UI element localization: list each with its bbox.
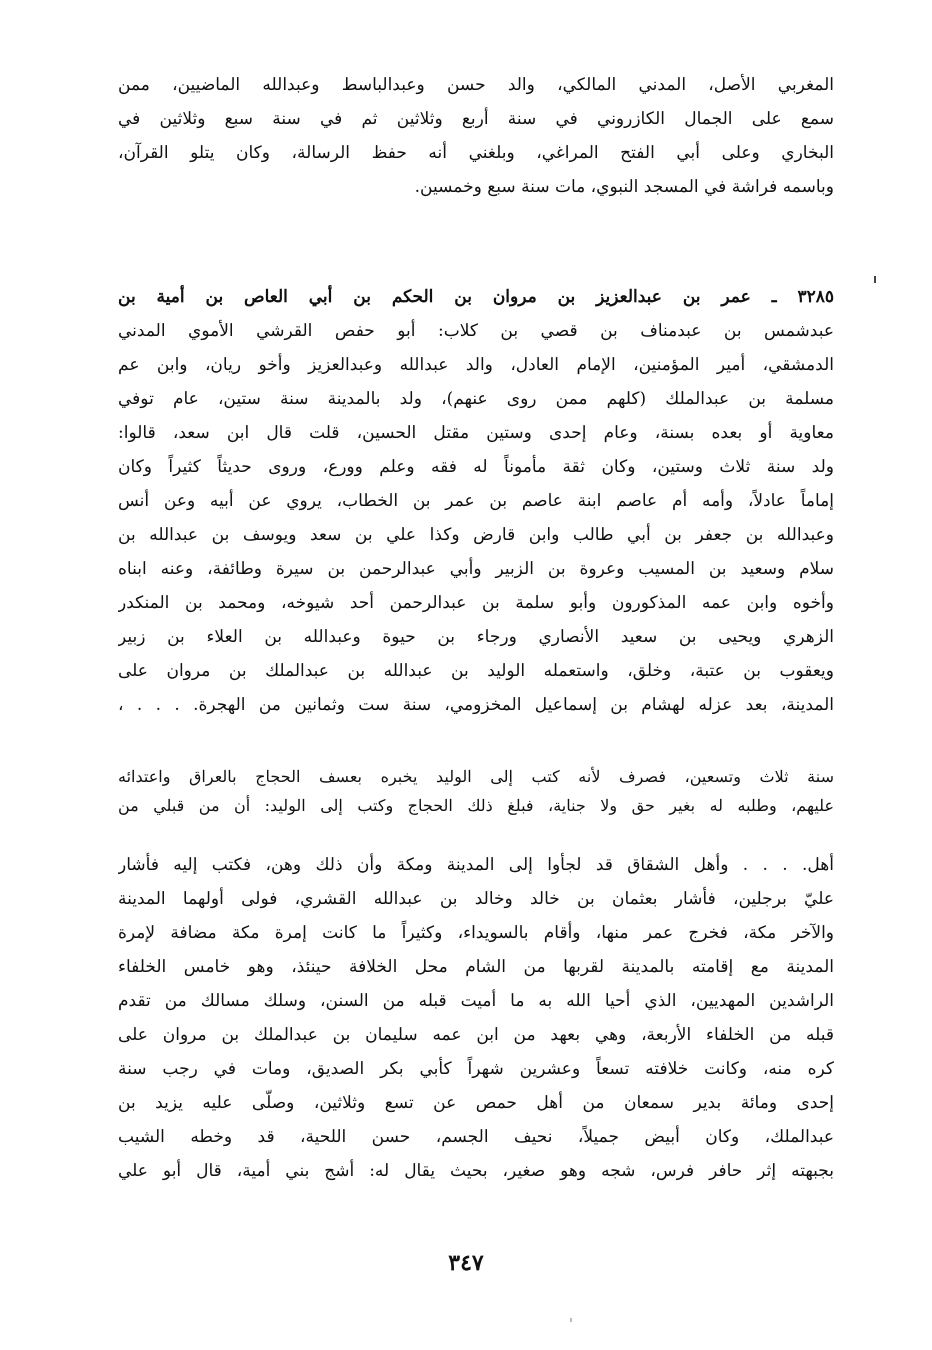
text-line: وباسمه فراشة في المسجد النبوي، مات سنة سبع وخمسين. bbox=[414, 177, 834, 197]
text-line: والآخر مكة، فخرج عمر منها، وأقام بالسويداء، وكثيراً ما كانت إمرة مكة مضافة لإمرة bbox=[118, 923, 834, 943]
scan-speck bbox=[570, 1318, 572, 1322]
text-line: وعبدالله بن جعفر بن أبي طالب وابن قارض وكذا علي بن سعد ويوسف بن عبدالله بن bbox=[118, 525, 834, 545]
paragraph-continued-entry bbox=[118, 68, 834, 204]
text-line: إماماً عادلاً، وأمه أم عاصم ابنة عاصم بن عمر بن الخطاب، يروي عن أبيه وعن أنس bbox=[118, 491, 834, 511]
text-line: عليهم، وطلبه له بغير حق ولا جناية، فبلغ ذلك الحجاج وكتب إلى الوليد: أن من قبلي من bbox=[118, 796, 834, 815]
text-line: البخاري وعلى أبي الفتح المراغي، وبلغني أنه حفظ الرسالة، وكان يتلو القرآن، bbox=[118, 143, 834, 163]
entry-heading-line: ٣٢٨٥ ـ عمر بن عبدالعزيز بن مروان بن الحكم بن أبي العاص بن أمية بن bbox=[118, 287, 834, 307]
text-line: ولد سنة ثلاث وستين، وكان ثقة مأموناً له فقه وعلم وورع، وروى حديثاً كثيراً وكان bbox=[118, 457, 834, 477]
text-line: مسلمة بن عبدالملك (كلهم ممن روى عنهم)، ولد بالمدينة سنة ستين، عام توفي bbox=[118, 389, 834, 409]
text-line: الراشدين المهديين، الذي أحيا الله به ما أميت قبله من السنن، وسلك مسالك من تقدم bbox=[118, 991, 834, 1011]
text-line: الدمشقي، أمير المؤمنين، الإمام العادل، والد عبدالله وعبدالعزيز وأخو ريان، وابن عم bbox=[118, 355, 834, 375]
paragraph-inserted-text bbox=[118, 762, 834, 820]
text-line: المغربي الأصل، المدني المالكي، والد حسن وعبدالباسط وعبدالله الماضيين، ممن bbox=[118, 75, 834, 95]
margin-mark bbox=[874, 276, 876, 283]
text-line: سنة ثلاث وتسعين، فصرف لأنه كتب إلى الوليد يخبره بعسف الحجاج بالعراق واعتدائه bbox=[118, 767, 834, 786]
text-line: وأخوه وابن عمه المذكورون وأبو سلمة بن عبدالرحمن أحد شيوخه، ومحمد بن المنكدر bbox=[118, 593, 834, 613]
text-line: إحدى ومائة بدير سمعان من أهل حمص عن تسع وثلاثين، وصلّى عليه يزيد بن bbox=[118, 1093, 834, 1113]
paragraph-entry-3285 bbox=[118, 280, 834, 722]
page-number: ٣٤٧ bbox=[448, 1250, 484, 1276]
text-line: كره منه، وكانت خلافته تسعاً وعشرين شهراً كأبي بكر الصديق، ومات في رجب سنة bbox=[118, 1059, 834, 1079]
text-line: عليّ برجلين، فأشار بعثمان بن خالد وخالد بن عبدالله القشري، فولى أولهما المدينة bbox=[118, 889, 834, 909]
text-line: المدينة مع إقامته بالمدينة لقربها من الشام محل الخلافة حينئذ، وهو خامس الخلفاء bbox=[118, 957, 834, 977]
text-line: أهل. . . . وأهل الشقاق قد لجأوا إلى المدينة ومكة وأن ذلك وهن، فكتب إليه فأشار bbox=[118, 855, 834, 875]
text-line: معاوية أو بعده بسنة، وعام إحدى وستين مقتل الحسين، قلت قال ابن سعد، قالوا: bbox=[118, 423, 834, 443]
text-line: عبدالملك، وكان أبيض جميلاً، نحيف الجسم، حسن اللحية، قد وخطه الشيب bbox=[118, 1127, 834, 1147]
paragraph-entry-continued bbox=[118, 848, 834, 1188]
text-line: المدينة، بعد عزله لهشام بن إسماعيل المخزومي، سنة ست وثمانين من الهجرة. . . . ، bbox=[118, 695, 834, 715]
text-line: الزهري ويحيى بن سعيد الأنصاري ورجاء بن حيوة وعبدالله بن العلاء بن زبير bbox=[118, 627, 834, 647]
text-line: سلام وسعيد بن المسيب وعروة بن الزبير وأبي عبدالرحمن بن سيرة وطائفة، وعنه ابناه bbox=[118, 559, 834, 579]
text-line: ويعقوب بن عتبة، وخلق، واستعمله الوليد بن عبدالله بن عبدالملك بن مروان على bbox=[118, 661, 834, 681]
text-line: عبدشمس بن عبدمناف بن قصي بن كلاب: أبو حفص القرشي الأموي المدني bbox=[118, 321, 834, 341]
text-line: قبله من الخلفاء الأربعة، وهي بعهد من ابن عمه سليمان بن عبدالملك بن مروان على bbox=[118, 1025, 834, 1045]
text-line: سمع على الجمال الكازروني في سنة أربع وثلاثين ثم في سنة سبع وثلاثين في bbox=[118, 109, 834, 129]
text-line: بجبهته إثر حافر فرس، شجه وهو صغير، بحيث يقال له: أشج بني أمية، قال أبو علي bbox=[118, 1161, 834, 1181]
